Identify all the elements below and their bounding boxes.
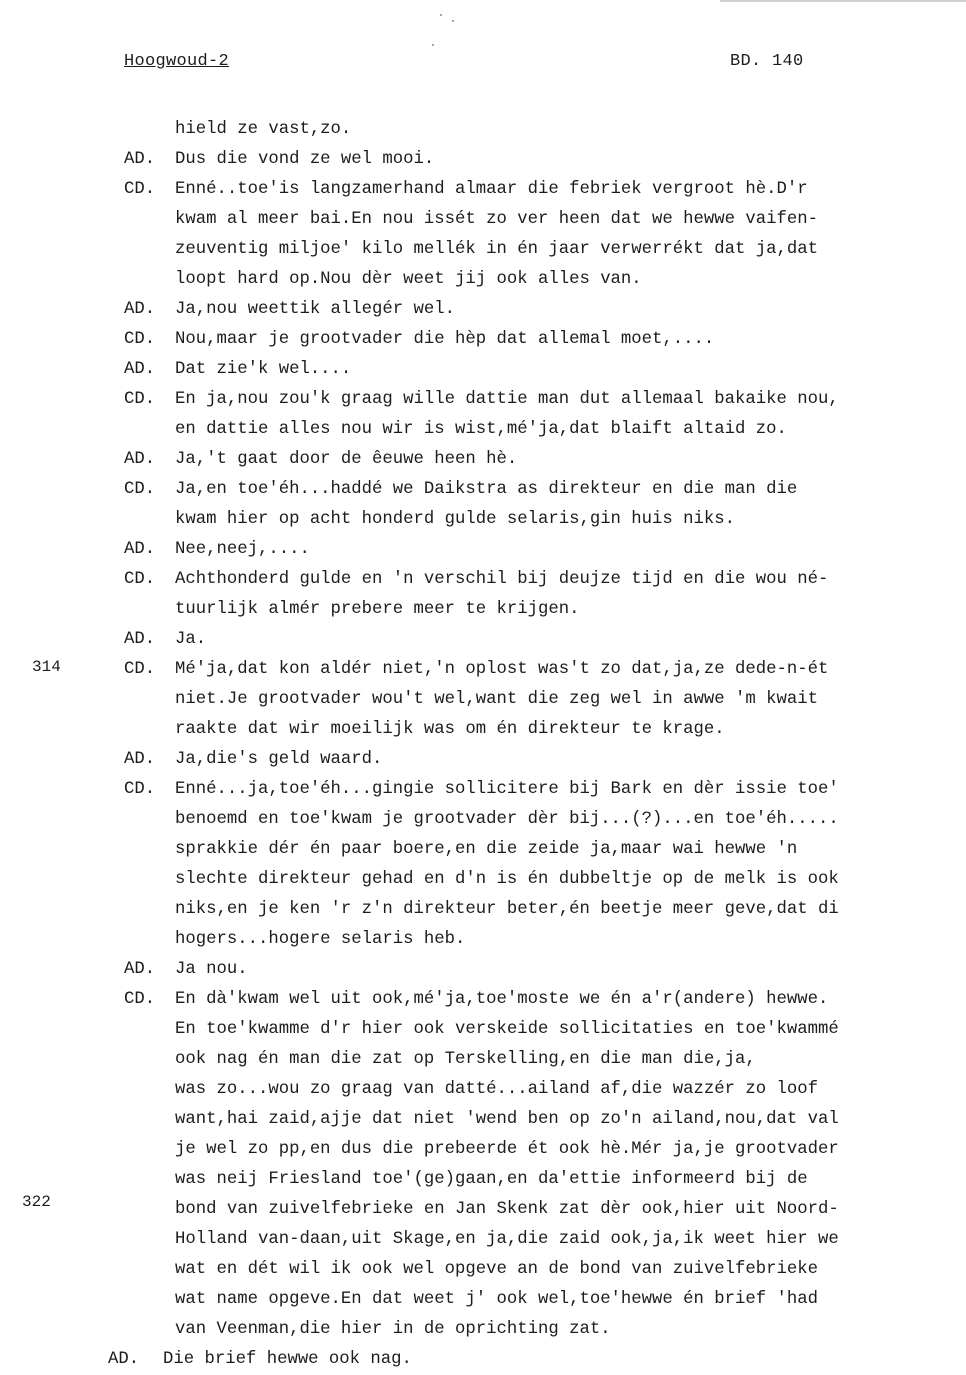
line-text: Ja,die's geld waard. [175, 750, 383, 769]
line-text: zeuventig miljoe' kilo mellék in én jaar verwerrékt dat ja,dat [175, 240, 818, 259]
speaker-label: CD. [124, 990, 156, 1009]
line-text: raakte dat wir moeilijk was om én direkteur te krage. [175, 720, 725, 739]
line-text: Dus die vond ze wel mooi. [175, 150, 435, 169]
line-text: en dattie alles nou wir is wist,mé'ja,dat blaift altaid zo. [175, 420, 787, 439]
line-text: Ja nou. [175, 960, 248, 979]
line-text: kwam al meer bai.En nou issét zo ver heen dat we hewwe vaifen- [175, 210, 818, 229]
speaker-label: CD. [124, 390, 156, 409]
transcript-line [0, 715, 966, 745]
line-text: En ja,nou zou'k graag wille dattie man dut allemaal bakaike nou, [175, 390, 839, 409]
transcript-line [0, 685, 966, 715]
transcript-line [0, 1195, 966, 1225]
speaker-label: AD. [124, 150, 156, 169]
speaker-label: AD. [124, 960, 156, 979]
transcript-line [0, 205, 966, 235]
transcript-line [0, 1045, 966, 1075]
line-text: ook nag én man die zat op Terskelling,en die man die,ja, [175, 1050, 756, 1069]
transcript-line [0, 1225, 966, 1255]
line-text: sprakkie dér én paar boere,en die zeide ja,maar wai hewwe 'n [175, 840, 798, 859]
line-text: Achthonderd gulde en 'n verschil bij deujze tijd en die wou né- [175, 570, 829, 589]
transcript-line [0, 955, 966, 985]
line-text: Ja. [175, 630, 207, 649]
transcript-line [0, 235, 966, 265]
speaker-label: AD. [124, 750, 156, 769]
speaker-label: AD. [124, 300, 156, 319]
transcript-line [0, 325, 966, 355]
line-text: hogers...hogere selaris heb. [175, 930, 466, 949]
transcript-line [0, 145, 966, 175]
page-header-number: BD. 140 [730, 52, 804, 71]
speaker-label: CD. [124, 180, 156, 199]
line-text: Die brief hewwe ook nag. [163, 1350, 412, 1369]
line-text: Ja,en toe'éh...haddé we Daikstra as direkteur en die man die [175, 480, 798, 499]
transcript-line [0, 175, 966, 205]
transcript-line [0, 1345, 966, 1375]
line-text: Enné...ja,toe'éh...gingie sollicitere bij Bark en dèr issie toe' [175, 780, 839, 799]
transcript-line [0, 265, 966, 295]
line-text: slechte direkteur gehad en d'n is én dubbeltje op de melk is ook [175, 870, 839, 889]
line-text: Dat zie'k wel.... [175, 360, 352, 379]
transcript-line [0, 625, 966, 655]
line-text: Ja,nou weettik allegér wel. [175, 300, 456, 319]
line-text: was neij Friesland toe'(ge)gaan,en da'ettie informeerd bij de [175, 1170, 808, 1189]
speaker-label: CD. [124, 480, 156, 499]
transcript-line [0, 535, 966, 565]
transcript-line [0, 1135, 966, 1165]
transcript-line [0, 1315, 966, 1345]
transcript-line [0, 1015, 966, 1045]
line-text: bond van zuivelfebrieke en Jan Skenk zat dèr ook,hier uit Noord- [175, 1200, 839, 1219]
speaker-label: CD. [124, 780, 156, 799]
line-text: loopt hard op.Nou dèr weet jij ook alles van. [175, 270, 642, 289]
transcript-line [0, 595, 966, 625]
transcript-line [0, 925, 966, 955]
transcript-line [0, 1255, 966, 1285]
line-text: En dà'kwam wel uit ook,mé'ja,toe'moste we én a'r(andere) hewwe. [175, 990, 829, 1009]
line-text: was zo...wou zo graag van datté...ailand af,die wazzér zo loof [175, 1080, 818, 1099]
page-header-source: Hoogwoud-2 [124, 52, 230, 71]
line-text: van Veenman,die hier in de oprichting zat. [175, 1320, 611, 1339]
transcript-line [0, 745, 966, 775]
speaker-label: CD. [124, 570, 156, 589]
transcript-line [0, 1285, 966, 1315]
top-edge-line [720, 0, 966, 2]
speaker-label: CD. [124, 660, 156, 679]
line-text: wat name opgeve.En dat weet j' ook wel,toe'hewwe én brief 'had [175, 1290, 818, 1309]
line-text: Enné..toe'is langzamerhand almaar die febriek vergroot hè.D'r [175, 180, 808, 199]
transcript-line [0, 565, 966, 595]
speaker-label: AD. [124, 540, 156, 559]
transcript-line [0, 895, 966, 925]
ink-speck [452, 20, 454, 22]
transcript-line [0, 985, 966, 1015]
line-text: je wel zo pp,en dus die prebeerde ét ook hè.Mér ja,je grootvader [175, 1140, 839, 1159]
line-text: En toe'kwamme d'r hier ook verskeide sollicitaties en toe'kwammé [175, 1020, 839, 1039]
line-text: tuurlijk almér prebere meer te krijgen. [175, 600, 580, 619]
line-text: niks,en je ken 'r z'n direkteur beter,én beetje meer geve,dat di [175, 900, 839, 919]
transcript-body [0, 115, 966, 1375]
transcript-line [0, 475, 966, 505]
line-text: want,hai zaid,ajje dat niet 'wend ben op zo'n ailand,nou,dat val [175, 1110, 839, 1129]
transcript-line [0, 1075, 966, 1105]
line-text: Nee,neej,.... [175, 540, 310, 559]
transcript-line [0, 1165, 966, 1195]
line-text: niet.Je grootvader wou't wel,want die zeg wel in awwe 'm kwait [175, 690, 818, 709]
speaker-label: AD. [124, 450, 156, 469]
ink-speck [440, 14, 442, 16]
margin-line-number: 314 [32, 658, 61, 676]
line-text: kwam hier op acht honderd gulde selaris,gin huis niks. [175, 510, 736, 529]
transcript-line [0, 445, 966, 475]
transcript-line [0, 355, 966, 385]
transcript-line [0, 505, 966, 535]
transcript-line [0, 1105, 966, 1135]
speaker-label: AD. [124, 630, 156, 649]
line-text: Ja,'t gaat door de êeuwe heen hè. [175, 450, 518, 469]
line-text: Mé'ja,dat kon aldér niet,'n oplost was't zo dat,ja,ze dede-n-ét [175, 660, 829, 679]
line-text: benoemd en toe'kwam je grootvader dèr bij...(?)...en toe'éh..... [175, 810, 839, 829]
transcript-line [0, 775, 966, 805]
speaker-label: AD. [108, 1350, 140, 1369]
speaker-label: CD. [124, 330, 156, 349]
transcript-line [0, 115, 966, 145]
speaker-label: AD. [124, 360, 156, 379]
line-text: Holland van-daan,uit Skage,en ja,die zaid ook,ja,ik weet hier we [175, 1230, 839, 1249]
transcript-line [0, 655, 966, 685]
transcript-line [0, 295, 966, 325]
ink-speck [432, 44, 434, 46]
transcript-line [0, 835, 966, 865]
transcript-line [0, 865, 966, 895]
transcript-line [0, 385, 966, 415]
margin-line-number: 322 [22, 1193, 51, 1211]
transcript-line [0, 805, 966, 835]
transcript-line [0, 415, 966, 445]
line-text: hield ze vast,zo. [175, 120, 352, 139]
line-text: wat en dét wil ik ook wel opgeve an de bond van zuivelfebrieke [175, 1260, 818, 1279]
line-text: Nou,maar je grootvader die hèp dat allemal moet,.... [175, 330, 715, 349]
